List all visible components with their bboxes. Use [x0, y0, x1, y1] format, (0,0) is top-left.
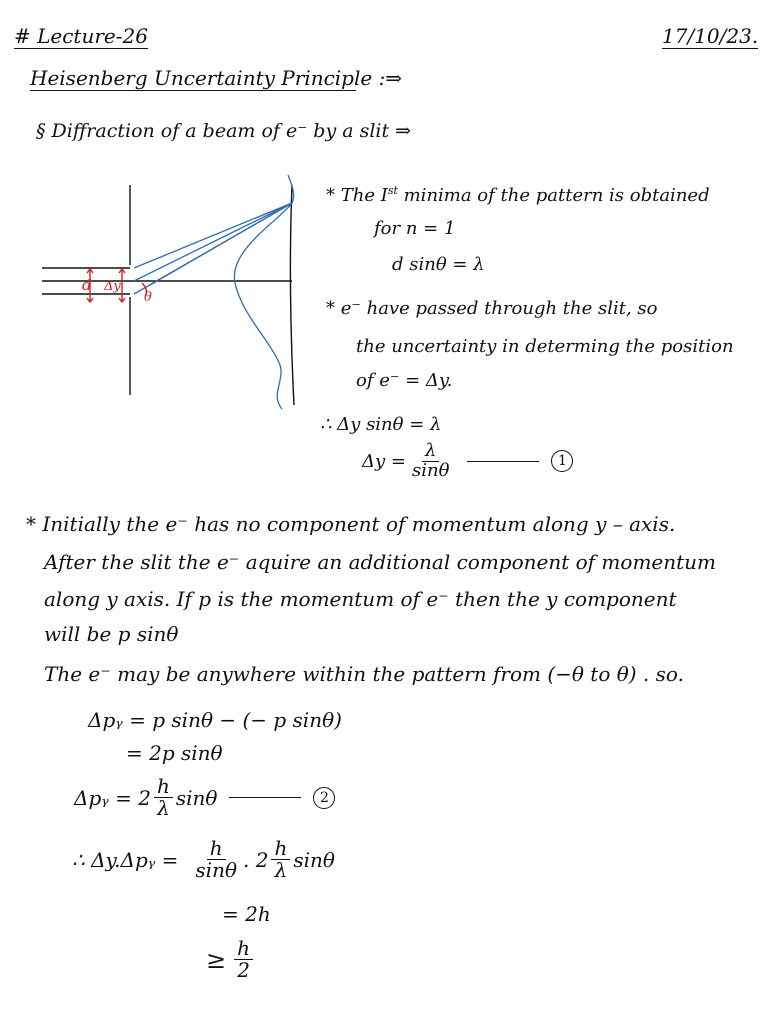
- note-minima-line2: for n = 1: [374, 218, 456, 239]
- note-slit-line2: the uncertainty in determing the position: [356, 336, 734, 357]
- equation-tag-2: 2: [313, 787, 335, 809]
- para1-line1: * Initially the e⁻ has no component of momentum along y – axis.: [26, 512, 676, 536]
- equation-tag-1: 1: [551, 450, 573, 472]
- note-slit-line3: of e⁻ = Δy.: [356, 370, 453, 391]
- lecture-number: # Lecture-26: [14, 24, 148, 48]
- section-heading: § Diffraction of a beam of e⁻ by a slit ⇒: [36, 120, 412, 142]
- para2-line1: The e⁻ may be anywhere within the pattern from (−θ to θ) . so.: [44, 662, 684, 686]
- para1-line2: After the slit the e⁻ aquire an additional component of momentum: [44, 550, 717, 574]
- equation-4: ∴ Δy.Δpᵧ = $\frac{h}{\sin\theta}$ . 2 $\frac{h}{\lambda}$ sinθ: [72, 836, 335, 882]
- page-title: Heisenberg Uncertainty Principle :⇒: [30, 66, 403, 90]
- equation-1a: ∴ Δy sinθ = λ: [320, 414, 442, 435]
- equation-2-line1: Δpᵧ = p sinθ − (− p sinθ): [88, 708, 342, 732]
- equation-5: = 2h: [222, 902, 271, 926]
- intensity-pattern: [234, 175, 293, 409]
- equation-1b: Δy = $\frac{\lambda}{\sin\theta}$ 1: [362, 442, 573, 481]
- equation-3: Δpᵧ = 2 $\frac{h}{\lambda}$ sinθ 2: [74, 776, 335, 819]
- note-minima-line3: d sinθ = λ: [392, 254, 485, 275]
- label-d: d: [82, 276, 92, 294]
- para1-line3: along y axis. If p is the momentum of e⁻ then the y component: [44, 587, 677, 611]
- screen-line: [290, 185, 294, 405]
- lecture-date: 17/10/23.: [662, 24, 759, 48]
- equation-6: ≥ $\frac{h}{2}$: [206, 938, 256, 981]
- note-slit-line1: * e⁻ have passed through the slit, so: [326, 298, 658, 319]
- note-minima-line1: * The Ist minima of the pattern is obtained: [326, 184, 710, 206]
- label-delta-y: Δy: [104, 279, 121, 294]
- diffraction-diagram: [30, 165, 320, 415]
- label-theta: θ: [144, 290, 152, 305]
- equation-2-line2: = 2p sinθ: [126, 741, 223, 765]
- para1-line4: will be p sinθ: [44, 622, 179, 646]
